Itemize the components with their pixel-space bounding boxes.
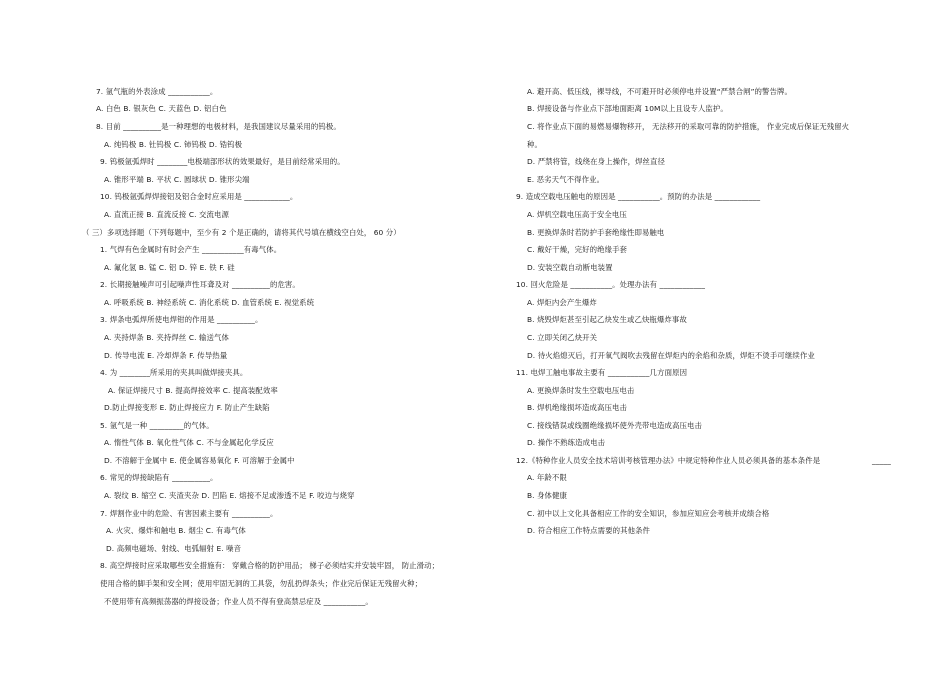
- right-line: A. 焊炬内会产生爆炸: [527, 298, 597, 307]
- right-line: A. 更换焊条时发生空载电压电击: [527, 386, 635, 395]
- left-line: A. 纯钨极 B. 钍钨极 C. 铈钨极 D. 锆钨极: [104, 140, 243, 149]
- left-line: 5. 氩气是一种 _________的气体。: [100, 421, 214, 430]
- right-line: C. 初中以上文化具备相应工作的安全知识，参加应知应会考核并成绩合格: [527, 509, 770, 518]
- left-line: D. 传导电流 E. 冷却焊条 F. 传导热量: [104, 351, 228, 360]
- left-line: A. 夹持焊条 B. 夹持焊丝 C. 输送气体: [104, 333, 229, 342]
- left-line: （ 三）多项选择题（下列每题中，至少有 2 个是正确的，请将其代号填在横线空白处， 60 分）: [82, 228, 401, 237]
- left-line: A. 裂纹 B. 缩空 C. 夹渣夹杂 D. 凹陷 E. 熔接不足或渗透不足 F. 咬边与烧穿: [104, 491, 355, 500]
- left-line: 2. 长期接触噪声可引起噪声性耳聋及对 __________的危害。: [100, 280, 300, 289]
- right-line: B. 更换焊条时若防护手套绝缘性即易触电: [527, 228, 665, 237]
- left-line: D. 不溶解于金属中 E. 使金属容易氧化 F. 可溶解于金属中: [104, 456, 295, 465]
- left-line: A. 呼吸系统 B. 神经系统 C. 消化系统 D. 血管系统 E. 视觉系统: [104, 298, 315, 307]
- right-line: 11. 电焊工触电事故主要有 ___________几方面原因: [516, 368, 688, 377]
- right-line: B. 焊接设备与作业点下部地面距离 10M以上且设专人监护。: [527, 104, 728, 113]
- right-line: 12.《特种作业人员安全技术培训考核管理办法》中规定特种作业人员必须具备的基本条件是: [516, 456, 821, 465]
- left-line: 1. 气焊有色金属时有时会产生 ___________有毒气体。: [100, 245, 282, 254]
- right-line: C. 将作业点下面的易燃易爆物移开， 无法移开的采取可靠的防护措施， 作业完成后保证无残留火: [527, 122, 850, 131]
- left-line: 10. 钨极氩弧焊焊接铝及铝合金时应采用是 ____________。: [100, 192, 298, 201]
- right-line: 9. 造成空载电压触电的原因是 ___________。预防的办法是 ____________: [516, 192, 761, 201]
- right-line: D. 严禁将管，线绕在身上操作，焊丝直径: [527, 157, 666, 166]
- right-line: C. 戴好干燥，完好的绝缘手套: [527, 245, 628, 254]
- left-line: 8. 高空焊接时应采取哪些安全措施有： 穿戴合格的防护用品； 梯子必须结实并安装牢固， 防止滑动；: [100, 561, 440, 570]
- left-line: D. 高频电磁场、射线、电弧辐射 E. 噪音: [106, 544, 242, 553]
- right-line: A. 年龄不限: [527, 473, 567, 482]
- right-line: C. 接线错误或线圈绝缘损坏使外壳带电造成高压电击: [527, 421, 702, 430]
- right-line: D. 符合相应工作特点需要的其他条件: [527, 526, 651, 535]
- right-line: A. 避开高、低压线，裸导线，不可避开时必须停电并设置“严禁合闸”的警告牌。: [527, 87, 792, 96]
- left-line: 3. 焊条电弧焊所使电焊钳的作用是 __________。: [100, 315, 263, 324]
- right-line: B. 焊机绝缘损坏造成高压电击: [527, 403, 627, 412]
- left-line: A. 氟化氢 B. 锰 C. 铝 D. 锌 E. 铁 F. 硅: [104, 263, 235, 272]
- left-line: A. 直流正接 B. 直流反接 C. 交流电源: [104, 210, 229, 219]
- left-line: 4. 为 ________所采用的夹具叫做焊接夹具。: [100, 368, 248, 377]
- left-line: D.防止焊接变形 E. 防止焊接应力 F. 防止产生缺陷: [104, 403, 270, 412]
- left-line: 9. 钨极氩弧焊时 ________电极端部形状的效果最好，是目前经常采用的。: [100, 157, 345, 166]
- right-line: 10. 回火危险是 ___________。处理办法有 ____________: [516, 280, 706, 289]
- left-line: 7. 氩气瓶的外表涂成 ___________。: [96, 87, 218, 96]
- right-line: B. 身体健康: [527, 491, 568, 500]
- left-line: A. 火灾、爆炸和触电 B. 烟尘 C. 有毒气体: [106, 526, 246, 535]
- right-line: E. 恶劣天气不得作业。: [527, 175, 605, 184]
- left-line: 7. 焊割作业中的危险、有害因素主要有 __________。: [100, 509, 278, 518]
- left-line: A. 惰性气体 B. 氧化性气体 C. 不与金属起化学反应: [104, 438, 274, 447]
- left-line: A. 保证焊接尺寸 B. 提高焊接效率 C. 提高装配效率: [108, 386, 278, 395]
- right-line: A. 焊机空载电压高于安全电压: [527, 210, 627, 219]
- right-line: D. 待火焰熄灭后，打开氧气阀吹去残留在焊炬内的余焰和杂质，焊炬不烫手可继续作业: [527, 351, 815, 360]
- right-line: B. 烧毁焊炬甚至引起乙炔发生或乙炔瓶爆炸事故: [527, 315, 687, 324]
- right-line: C. 立即关闭乙炔开关: [527, 333, 598, 342]
- left-line: A. 白色 B. 银灰色 C. 天蓝色 D. 铝白色: [96, 104, 227, 113]
- right-line: D. 安装空载自动断电装置: [527, 263, 613, 272]
- right-line: D. 操作不熟练造成电击: [527, 438, 606, 447]
- left-line: 6. 常见的焊接缺陷有 __________。: [100, 473, 218, 482]
- left-line: 使用合格的脚手架和安全网；使用牢固无洞的工具袋，勿乱扔焊条头；作业完后保证无残留火种；: [100, 579, 423, 588]
- left-line: A. 锥形平端 B. 平状 C. 圆球状 D. 锥形尖端: [104, 175, 250, 184]
- right-line: 种。: [527, 140, 542, 149]
- left-line: 不使用带有高频振荡器的焊接设备；作业人员不得有登高禁忌症及 ___________。: [104, 597, 373, 606]
- left-line: 8. 目前 __________是一种理想的电极材料，是我国建议尽量采用的钨极。: [96, 122, 341, 131]
- question-12-blank: _____: [872, 456, 891, 465]
